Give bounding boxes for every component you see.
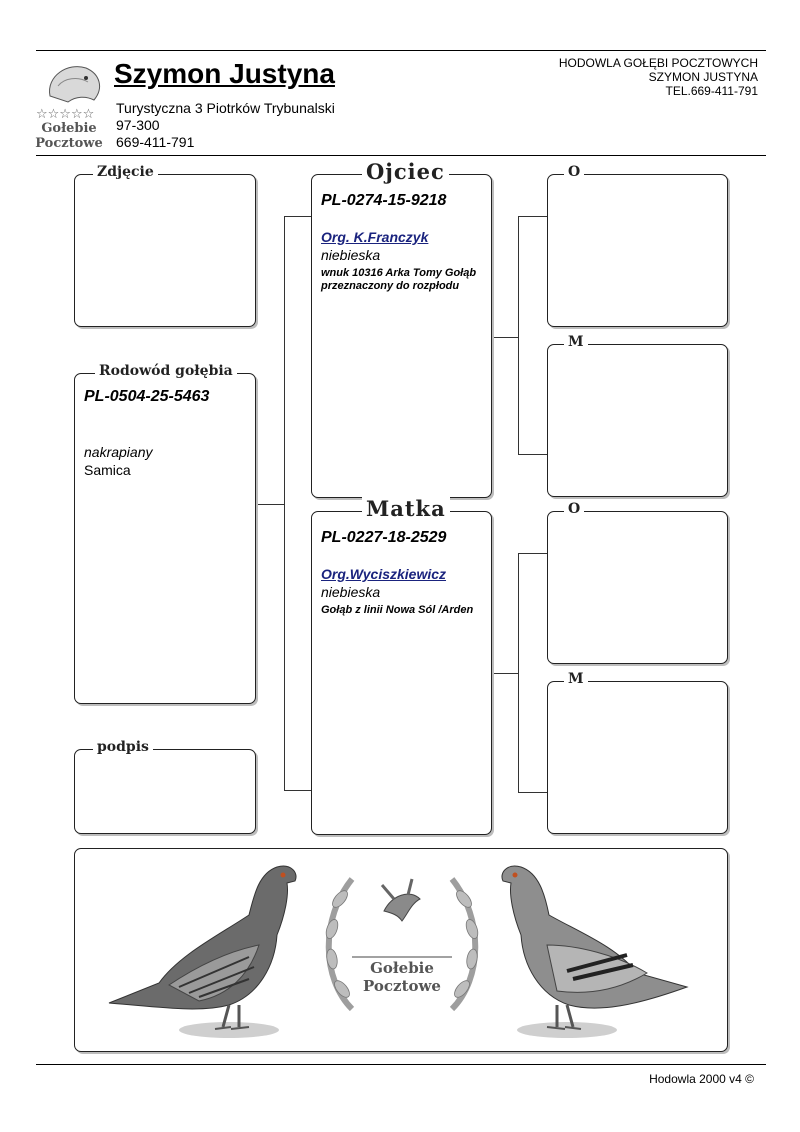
footer-rule: [36, 1064, 766, 1065]
connector: [518, 454, 547, 455]
father-mother-box: [547, 334, 728, 497]
pigeon-color: nakrapiany: [84, 444, 153, 460]
connector: [518, 792, 547, 793]
club-emblem: [312, 859, 492, 1043]
pigeon-right-illustration: [487, 855, 697, 1045]
footer-text: Hodowla 2000 v4 ©: [649, 1072, 754, 1086]
mother-breeder-link[interactable]: Org.Wyciszkiewicz: [321, 566, 447, 582]
owner-postal: 97-300: [116, 117, 160, 133]
father-mother-label: M: [564, 334, 588, 350]
connector: [491, 673, 519, 674]
top-rule: [36, 50, 766, 51]
emblem-text-line2: Pocztowe: [363, 977, 441, 995]
logo-text-line1: Gołebie: [41, 121, 97, 136]
logo-text-line2: Pocztowe: [35, 136, 103, 151]
connector: [284, 216, 311, 217]
mother-notes: Gołąb z linii Nowa Sól /Arden: [321, 604, 474, 616]
farm-info: [559, 56, 758, 98]
connector: [518, 553, 519, 793]
pigeon-box: [74, 363, 256, 704]
father-box: [311, 159, 492, 498]
owner-address: Turystyczna 3 Piotrków Trybunalski: [116, 100, 335, 116]
father-box-label: Ojciec: [362, 159, 449, 184]
connector: [255, 504, 285, 505]
mother-ring: PL-0227-18-2529: [321, 529, 447, 546]
connector: [491, 337, 519, 338]
signature-box: [74, 739, 256, 834]
owner-phone: 669-411-791: [116, 134, 195, 150]
farm-line: HODOWLA GOŁĘBI POCZTOWYCH: [558, 56, 758, 70]
connector: [284, 790, 311, 791]
signature-box-label: podpis: [93, 739, 153, 755]
photo-box-label: Zdjęcie: [93, 164, 158, 180]
pigeon-box-label: Rodowód gołębia: [95, 363, 237, 379]
father-father-label: O: [564, 164, 584, 180]
mother-box-label: Matka: [362, 496, 450, 521]
mother-father-label: O: [564, 501, 584, 517]
mother-mother-label: M: [564, 671, 588, 687]
mother-mother-box: [547, 671, 728, 834]
pigeon-left-illustration: [99, 855, 309, 1045]
banner-box: [74, 848, 728, 1052]
father-color: niebieska: [321, 247, 381, 263]
father-notes: wnuk 10316 Arka Tomy Gołąb przeznaczony do rozpłodu: [321, 267, 477, 292]
header-rule: [36, 155, 766, 156]
pigeon-sex: Samica: [84, 462, 131, 478]
mother-box: [311, 496, 492, 835]
father-breeder-link[interactable]: Org. K.Franczyk: [321, 229, 429, 245]
club-logo: [28, 56, 110, 152]
photo-box: [74, 164, 256, 327]
father-ring: PL-0274-15-9218: [321, 192, 447, 209]
father-father-box: [547, 164, 728, 327]
connector: [518, 216, 547, 217]
connector: [518, 553, 547, 554]
connector: [518, 216, 519, 455]
svg-text:☆☆☆☆☆: ☆☆☆☆☆: [36, 107, 95, 122]
owner-name: Szymon Justyna: [114, 58, 335, 89]
connector: [284, 216, 285, 791]
farm-line: TEL.669-411-791: [665, 84, 758, 98]
emblem-text-line1: Gołebie: [370, 959, 434, 977]
mother-color: niebieska: [321, 584, 381, 600]
farm-line: SZYMON JUSTYNA: [648, 70, 758, 84]
pigeon-ring: PL-0504-25-5463: [84, 388, 210, 405]
mother-father-box: [547, 501, 728, 664]
